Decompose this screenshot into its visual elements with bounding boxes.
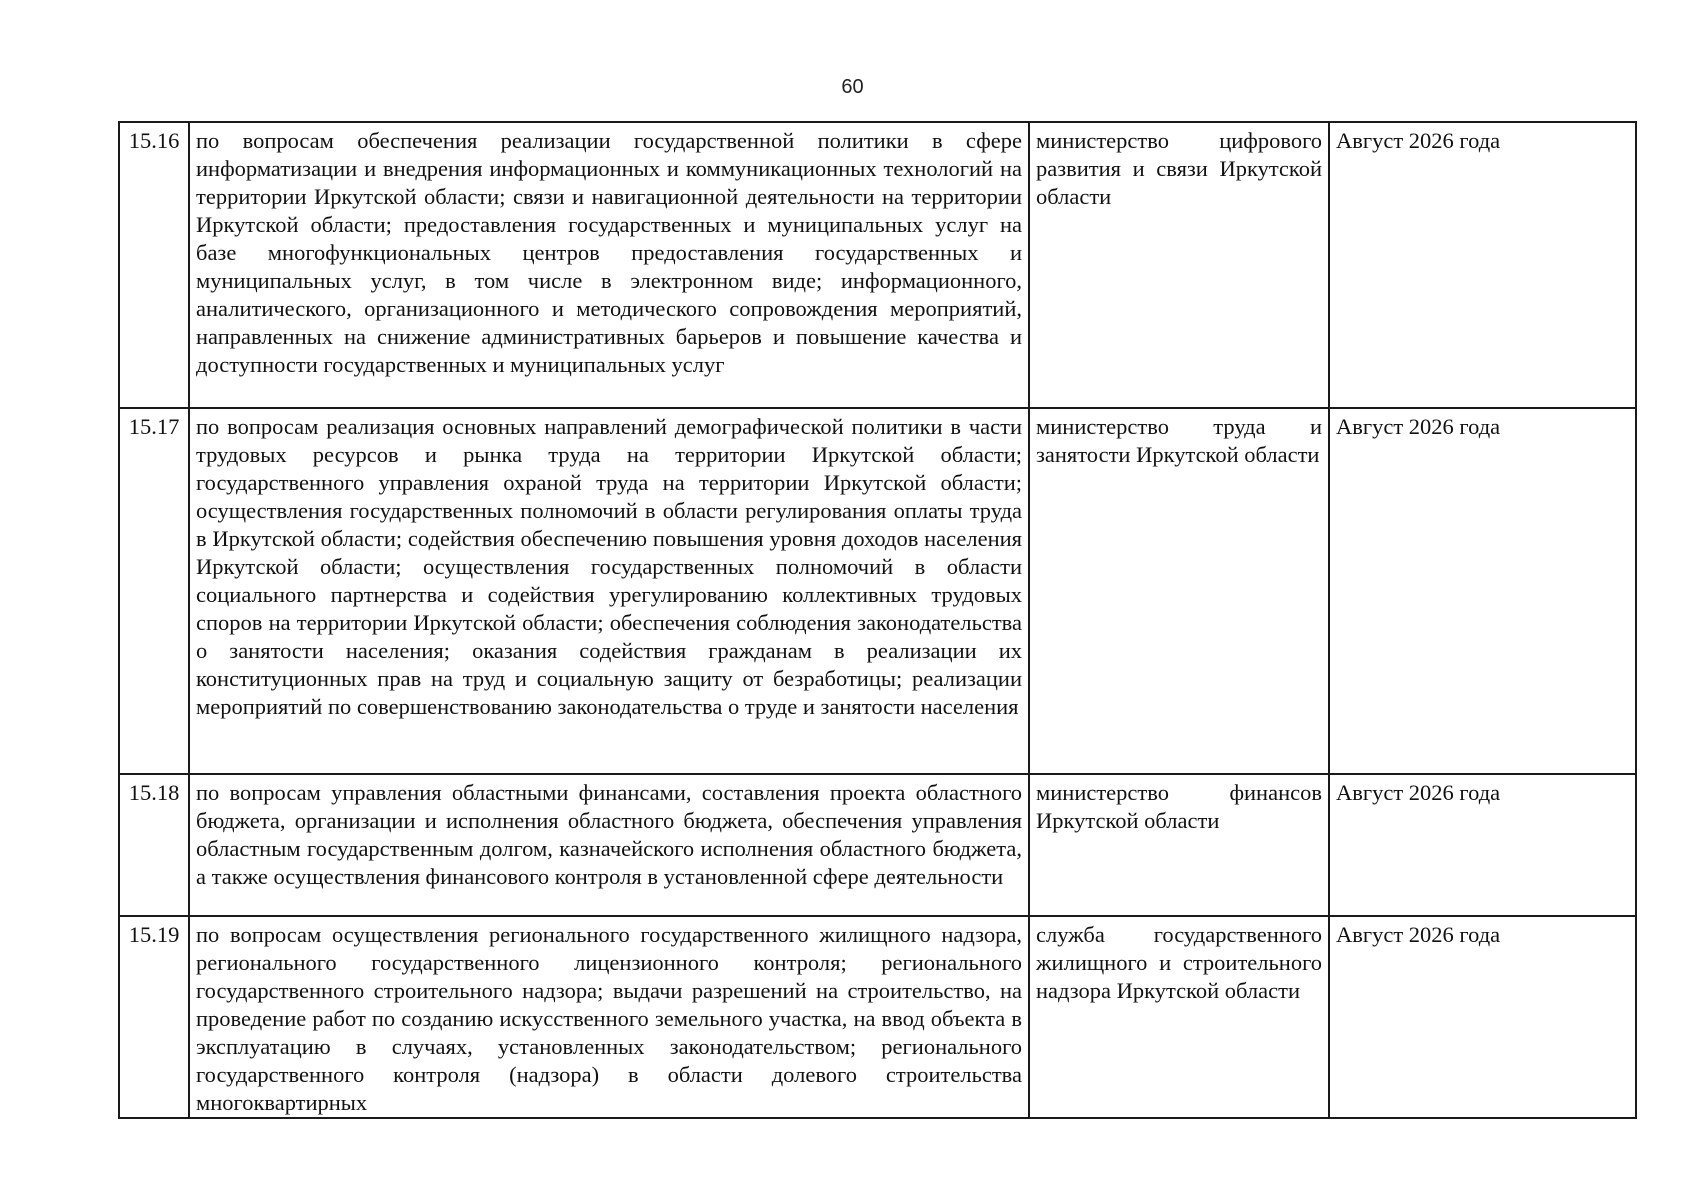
row-responsible: министерство цифрового развития и связи Иркутской области	[1029, 122, 1329, 408]
row-deadline: Август 2026 года	[1329, 408, 1636, 774]
row-number: 15.19	[119, 916, 189, 1118]
table-row	[119, 916, 1636, 1118]
table-row	[119, 122, 1636, 408]
row-number: 15.17	[119, 408, 189, 774]
page-number: 60	[841, 76, 864, 98]
row-description: по вопросам обеспечения реализации государственной политики в сфере информатизации и внедрения информационных и коммуникационных технологий на территории Иркутской области; связи и навигационной деятельности на территории Иркутской области; предоставления государственных и муниципальных услуг на базе многофункциональных центров предоставления государственных и муниципальных услуг, в том числе в электронном виде; информационного, аналитического, организационного и методического сопровождения мероприятий, направленных на снижение административных барьеров и повышение качества и доступности государственных и муниципальных услуг	[189, 122, 1029, 408]
row-responsible: служба государственного жилищного и строительного надзора Иркутской области	[1029, 916, 1329, 1118]
row-number: 15.18	[119, 774, 189, 916]
row-description: по вопросам реализация основных направлений демографической политики в части трудовых ресурсов и рынка труда на территории Иркутской области; государственного управления охраной труда на территории Иркутской области; осуществления государственных полномочий в области регулирования оплаты труда в Иркутской области; содействия обеспечению повышения уровня доходов населения Иркутской области; осуществления государственных полномочий в области социального партнерства и содействия урегулированию коллективных трудовых споров на территории Иркутской области; обеспечения соблюдения законодательства о занятости населения; оказания содействия гражданам в реализации их конституционных прав на труд и социальную защиту от безработицы; реализации мероприятий по совершенствованию законодательства о труде и занятости населения	[189, 408, 1029, 774]
row-deadline: Август 2026 года	[1329, 916, 1636, 1118]
row-deadline: Август 2026 года	[1329, 774, 1636, 916]
row-description: по вопросам осуществления регионального государственного жилищного надзора, регионального государственного лицензионного контроля; регионального государственного строительного надзора; выдачи разрешений на строительство, на проведение работ по созданию искусственного земельного участка, на ввод объекта в эксплуатацию в случаях, установленных законодательством; регионального государственного контроля (надзора) в области долевого строительства многоквартирных	[189, 916, 1029, 1118]
document-table	[118, 121, 1637, 1119]
row-responsible: министерство труда и занятости Иркутской области	[1029, 408, 1329, 774]
table-row	[119, 774, 1636, 916]
row-description: по вопросам управления областными финансами, составления проекта областного бюджета, организации и исполнения областного бюджета, обеспечения управления областным государственным долгом, казначейского исполнения областного бюджета, а также осуществления финансового контроля в установленной сфере деятельности	[189, 774, 1029, 916]
table-row	[119, 408, 1636, 774]
row-number: 15.16	[119, 122, 189, 408]
row-responsible: министерство финансов Иркутской области	[1029, 774, 1329, 916]
row-deadline: Август 2026 года	[1329, 122, 1636, 408]
